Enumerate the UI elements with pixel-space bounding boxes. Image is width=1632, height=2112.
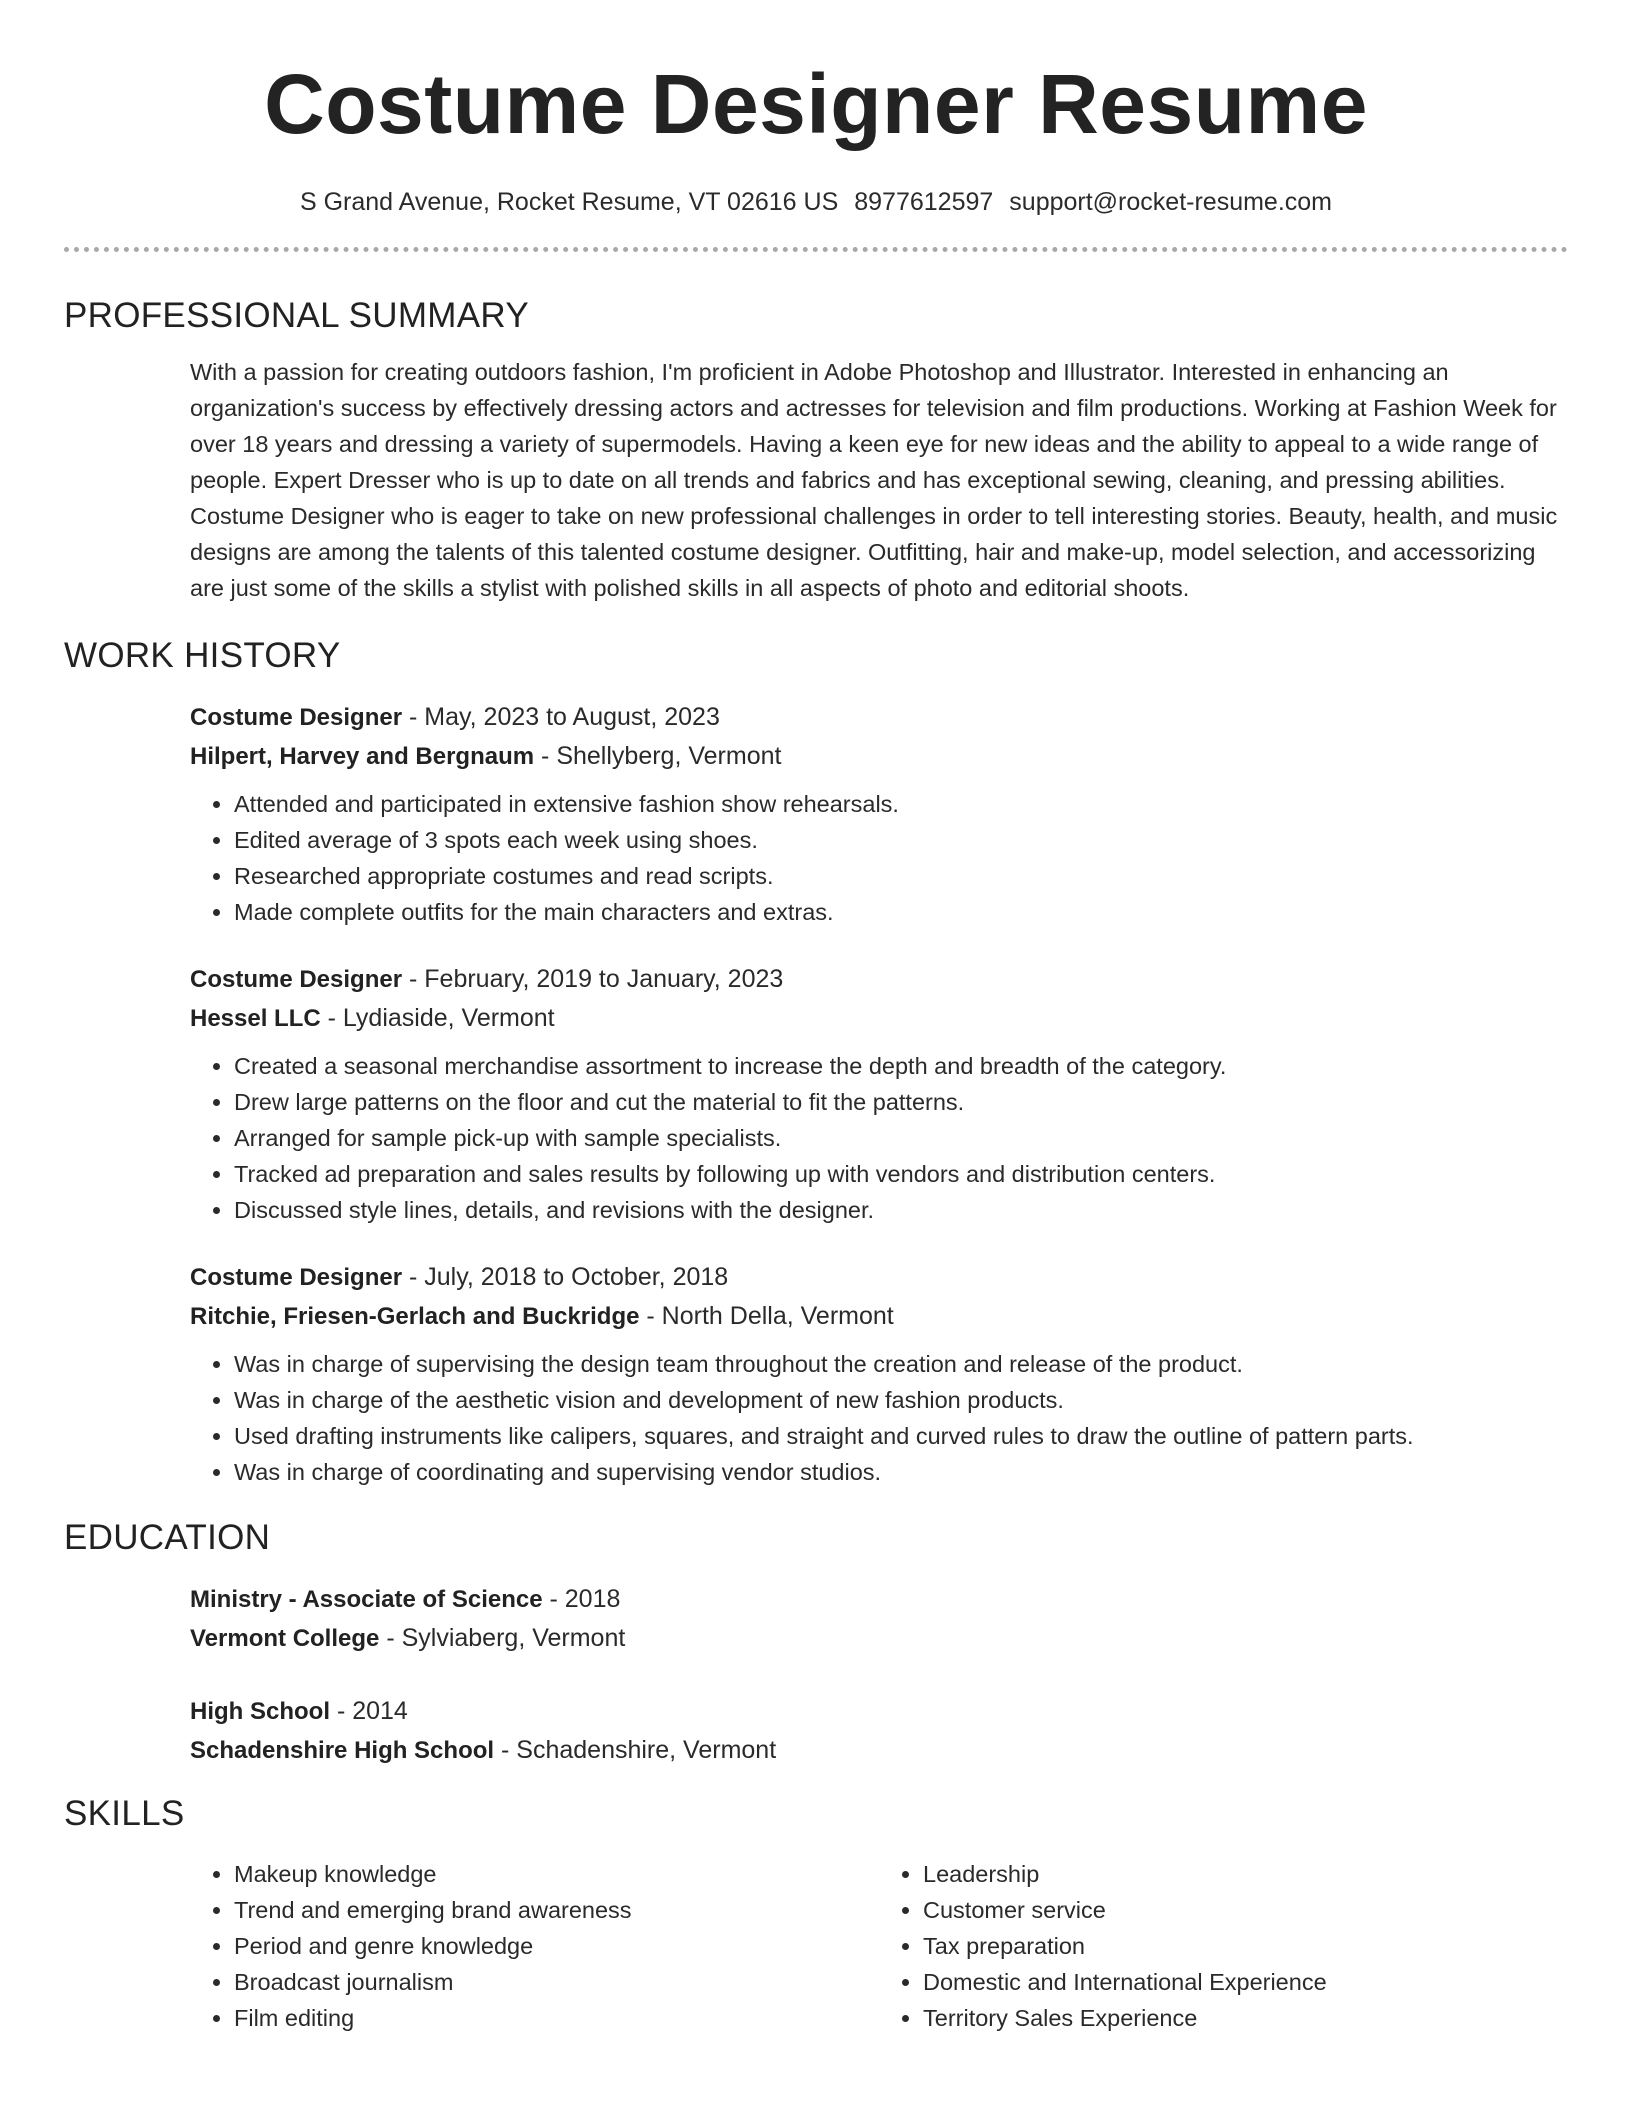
education-degree-line (190, 1580, 1568, 1619)
list-item: • Created a seasonal merchandise assortment to increase the depth and breadth of the category. (234, 1048, 1568, 1084)
education-entry (64, 1580, 1568, 1658)
education-degree: Ministry - Associate of Science (190, 1586, 543, 1613)
list-item: • Was in charge of the aesthetic vision and development of new fashion products. (234, 1382, 1568, 1418)
work-history-heading: WORK HISTORY (64, 636, 341, 675)
list-item: • Was in charge of supervising the design team throughout the creation and release of the product. (234, 1346, 1568, 1382)
job-role-line (190, 1258, 1568, 1297)
list-item: • Period and genre knowledge (234, 1928, 879, 1964)
job-company: Hessel LLC (190, 1005, 321, 1032)
job-dates: - February, 2019 to January, 2023 (402, 965, 784, 993)
skills-grid (64, 1856, 1568, 2036)
list-item: • Drew large patterns on the floor and cut the material to fit the patterns. (234, 1084, 1568, 1120)
resume-title: Costume Designer Resume (264, 57, 1368, 151)
education-degree-line (190, 1692, 1568, 1731)
contact-phone: 8977612597 (854, 188, 994, 216)
job-dates: - May, 2023 to August, 2023 (402, 703, 720, 731)
job-role-line (190, 960, 1568, 999)
list-item: • Makeup knowledge (234, 1856, 879, 1892)
job-entry (64, 1258, 1568, 1490)
skills-heading: SKILLS (64, 1794, 185, 1833)
job-company: Hilpert, Harvey and Bergnaum (190, 743, 535, 770)
education-school: Schadenshire High School (190, 1737, 495, 1764)
education-year: - 2018 (542, 1585, 621, 1613)
job-role: Costume Designer (190, 704, 403, 731)
job-role-line (190, 698, 1568, 737)
list-item: • Domestic and International Experience (923, 1964, 1568, 2000)
contact-line (64, 188, 1568, 217)
education-heading: EDUCATION (64, 1518, 271, 1557)
job-company-line (190, 999, 1568, 1038)
list-item: • Edited average of 3 spots each week using shoes. (234, 822, 1568, 858)
education-entry (64, 1692, 1568, 1770)
job-entry (64, 960, 1568, 1228)
list-item: • Was in charge of coordinating and supervising vendor studios. (234, 1454, 1568, 1490)
job-role: Costume Designer (190, 966, 403, 993)
list-item: • Leadership (923, 1856, 1568, 1892)
list-item: • Attended and participated in extensive fashion show rehearsals. (234, 786, 1568, 822)
education-year: - 2014 (330, 1697, 408, 1725)
list-item: • Broadcast journalism (234, 1964, 879, 2000)
job-location: - Shellyberg, Vermont (534, 742, 782, 770)
education-school-line (190, 1619, 1568, 1658)
education-degree: High School (190, 1698, 330, 1725)
list-item: • Customer service (923, 1892, 1568, 1928)
skills-list-right (879, 1856, 1568, 2036)
contact-email: support@rocket-resume.com (1009, 188, 1333, 216)
list-item: • Trend and emerging brand awareness (234, 1892, 879, 1928)
summary-block (64, 354, 1568, 606)
job-location: - North Della, Vermont (639, 1302, 894, 1330)
education-location: - Sylviaberg, Vermont (379, 1624, 626, 1652)
list-item: • Tracked ad preparation and sales results by following up with vendors and distribution centers. (234, 1156, 1568, 1192)
job-role: Costume Designer (190, 1264, 403, 1291)
list-item: • Researched appropriate costumes and read scripts. (234, 858, 1568, 894)
list-item: • Tax preparation (923, 1928, 1568, 1964)
summary-text: With a passion for creating outdoors fashion, I'm proficient in Adobe Photoshop and Illustrator. Interested in enhancing an organization's success by effectively dressing actors and actresses for television and film productions. Working at Fashion Week for over 18 years and dressing a variety of supermodels. Having a keen eye for new ideas and the ability to appeal to a wide range of people. Expert Dresser who is up to date on all trends and fabrics and has exceptional sewing, cleaning, and pressing abilities. Costume Designer who is eager to take on new professional challenges in order to tell interesting stories. Beauty, health, and music designs are among the talents of this talented costume designer. Outfitting, hair and make-up, model selection, and accessorizing are just some of the skills a stylist with polished skills in all aspects of photo and editorial shoots. (190, 359, 1558, 601)
contact-address: S Grand Avenue, Rocket Resume, VT 02616 US (299, 188, 839, 216)
list-item: • Used drafting instruments like calipers, squares, and straight and curved rules to draw the outline of pattern parts. (234, 1418, 1568, 1454)
job-company: Ritchie, Friesen-Gerlach and Buckridge (190, 1303, 640, 1330)
education-school: Vermont College (190, 1625, 380, 1652)
job-company-line (190, 737, 1568, 776)
job-bullets (190, 1048, 1568, 1228)
education-location: - Schadenshire, Vermont (494, 1736, 777, 1764)
job-entry (64, 698, 1568, 930)
job-location: - Lydiaside, Vermont (320, 1004, 555, 1032)
list-item: • Discussed style lines, details, and revisions with the designer. (234, 1192, 1568, 1228)
job-company-line (190, 1297, 1568, 1336)
job-bullets (190, 1346, 1568, 1490)
summary-heading: PROFESSIONAL SUMMARY (64, 296, 529, 335)
header-divider (64, 247, 1568, 252)
list-item: • Film editing (234, 2000, 879, 2036)
skills-list-left (190, 1856, 879, 2036)
list-item: • Made complete outfits for the main characters and extras. (234, 894, 1568, 930)
list-item: • Territory Sales Experience (923, 2000, 1568, 2036)
job-bullets (190, 786, 1568, 930)
education-school-line (190, 1731, 1568, 1770)
job-dates: - July, 2018 to October, 2018 (402, 1263, 729, 1291)
list-item: • Arranged for sample pick-up with sample specialists. (234, 1120, 1568, 1156)
